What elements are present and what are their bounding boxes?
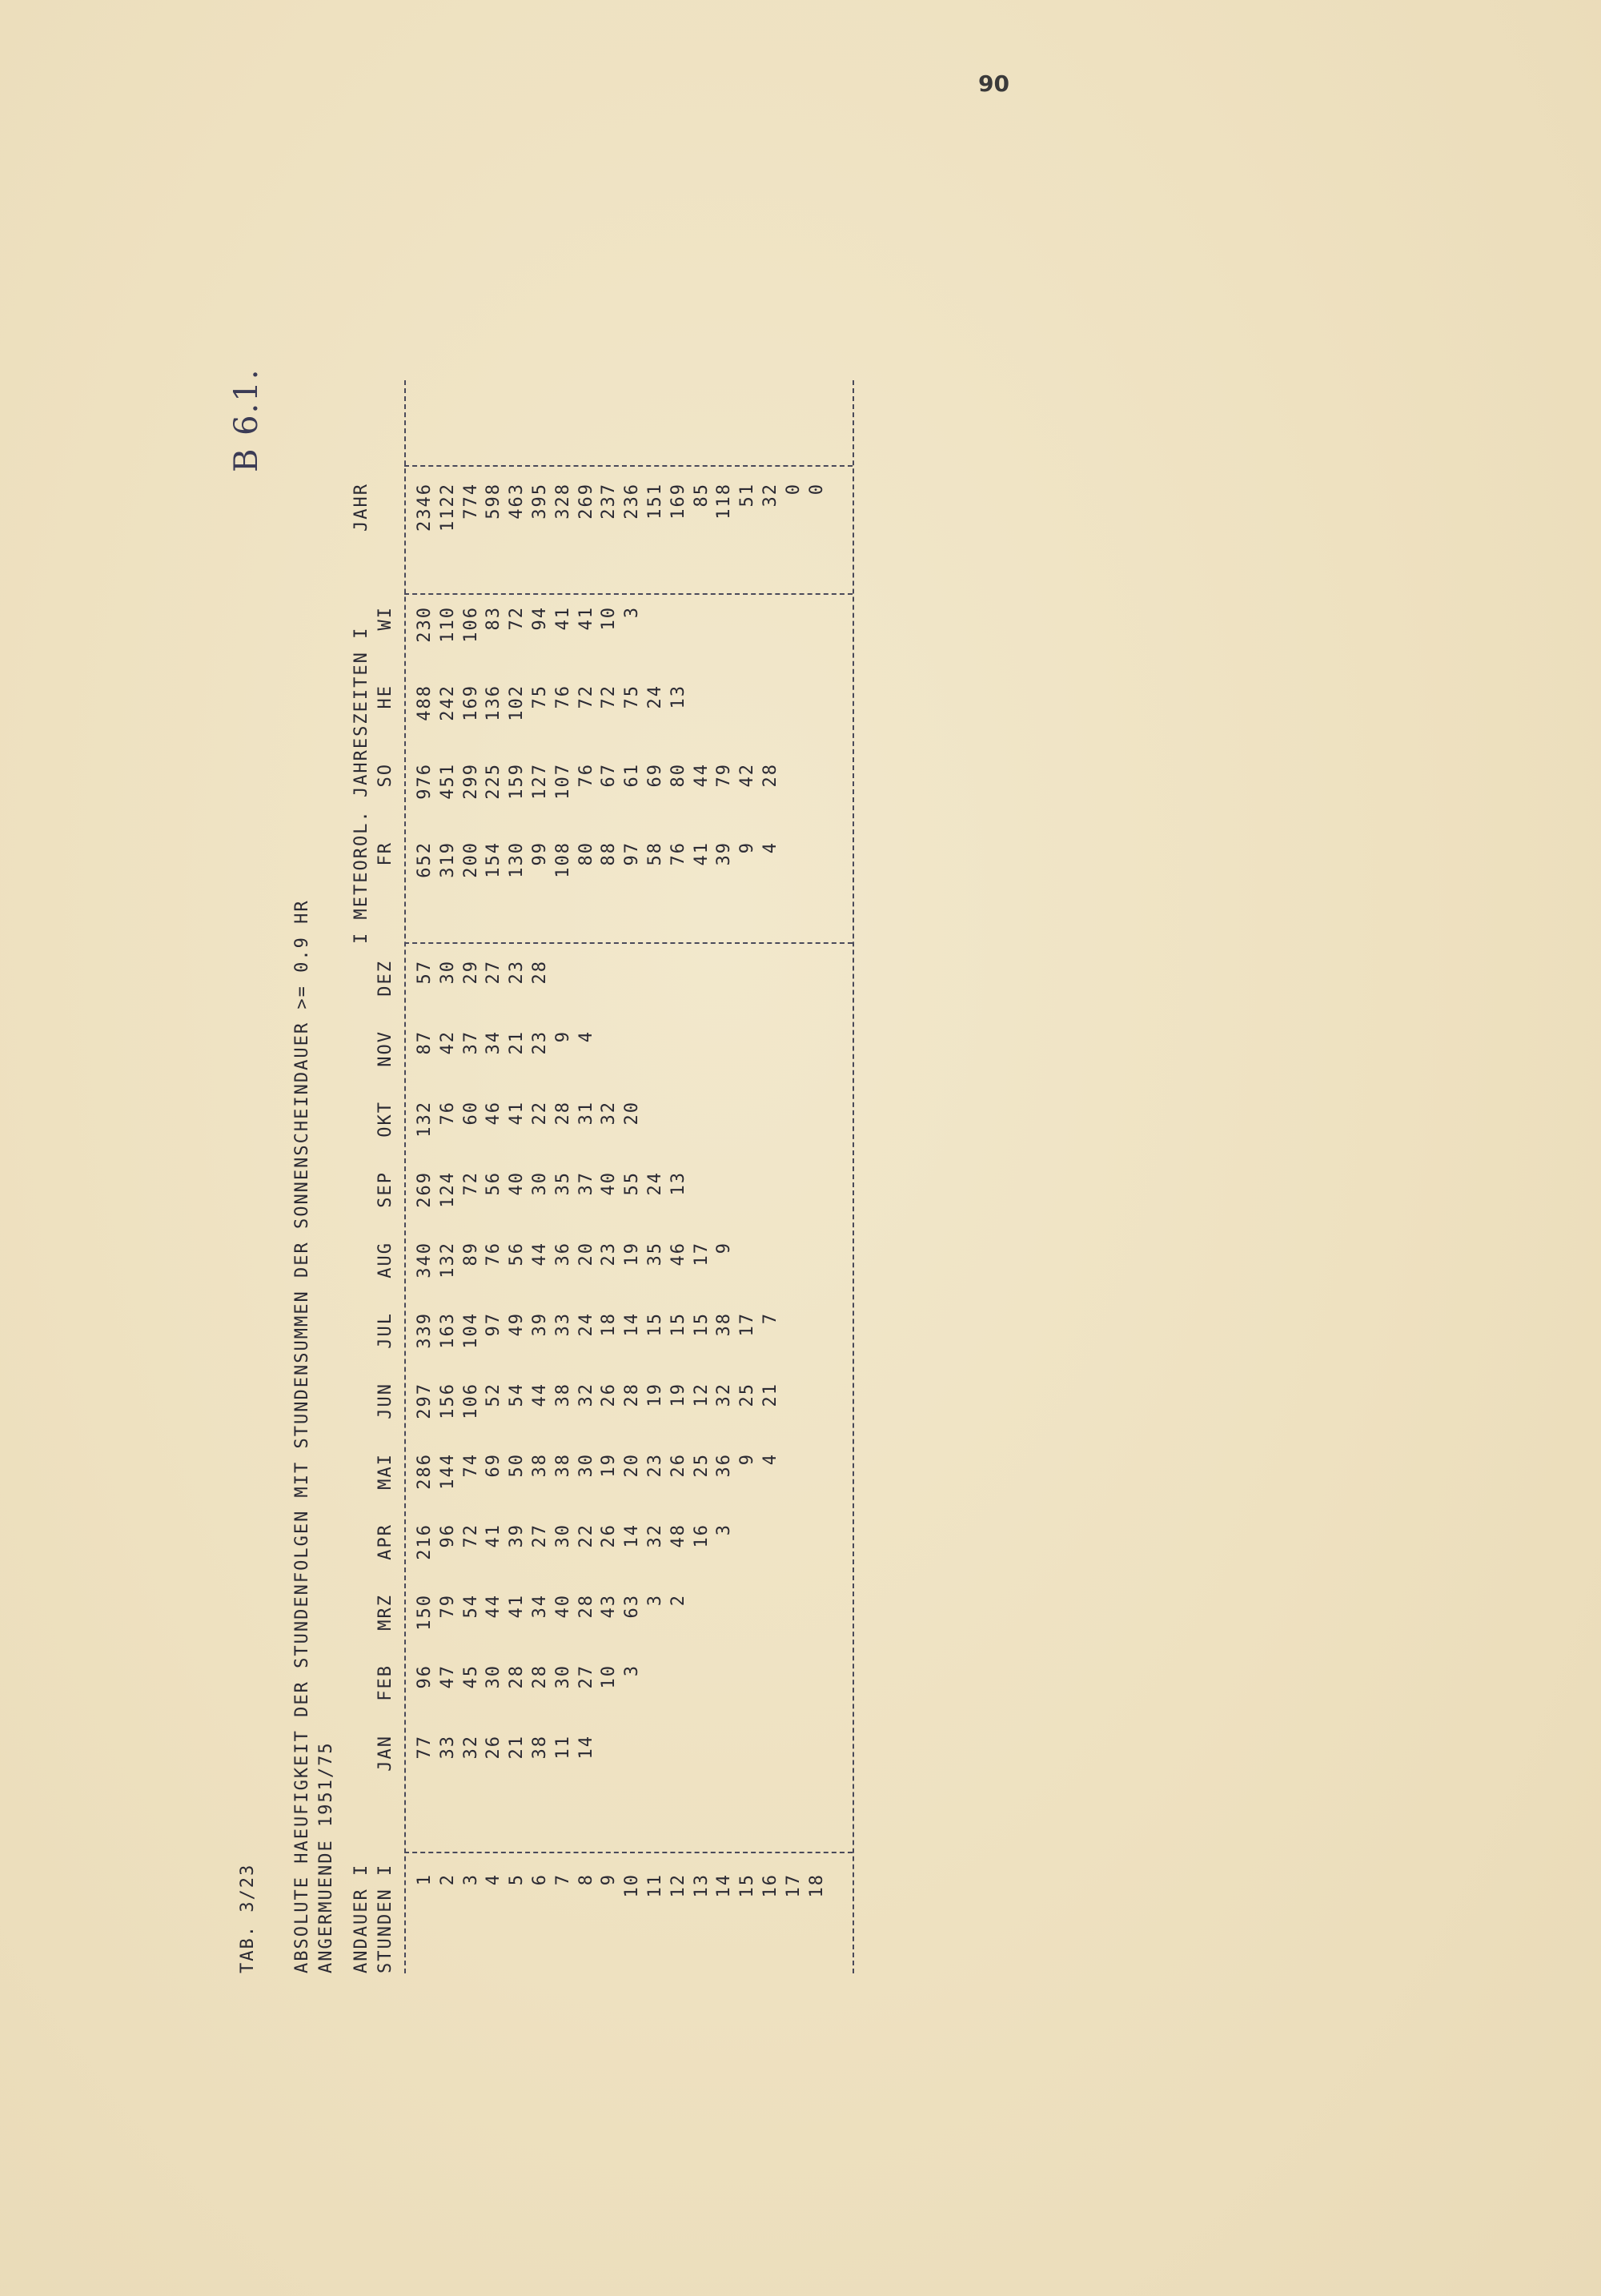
month-value: 54 [460,1594,481,1619]
month-value: 63 [622,1594,643,1619]
month-value: 10 [599,1664,620,1689]
month-value: 40 [552,1594,573,1619]
season-value: 76 [576,763,596,788]
month-value: 30 [552,1523,573,1548]
year-value: 118 [714,483,735,520]
month-value: 28 [622,1383,643,1407]
table-row [760,380,782,1973]
month-value: 104 [460,1312,481,1349]
month-value: 37 [460,1030,481,1055]
season-value: 76 [668,841,688,866]
month-value: 56 [507,1242,528,1266]
month-value: 24 [645,1171,665,1196]
month-header: AUG [375,1242,395,1278]
season-value: 76 [552,684,573,709]
month-value: 144 [437,1453,458,1490]
season-value: 97 [622,841,643,866]
month-value: 41 [507,1101,528,1126]
month-header: JUL [375,1312,395,1349]
month-value: 33 [552,1312,573,1337]
month-value: 14 [576,1735,596,1760]
month-value: 40 [599,1171,620,1196]
duration-hours: 11 [645,1873,665,1898]
duration-hours: 13 [691,1873,712,1898]
month-value: 34 [484,1030,504,1055]
table-row [576,380,598,1973]
month-value: 72 [460,1523,481,1548]
season-value: 75 [530,684,550,709]
month-value: 26 [599,1383,620,1407]
table-row [552,380,575,1973]
table-row [460,380,483,1973]
season-value: 41 [576,606,596,631]
season-value: 230 [415,606,435,643]
month-value: 44 [530,1242,550,1266]
month-header: MRZ [375,1594,395,1631]
month-value: 106 [460,1383,481,1419]
month-value: 20 [622,1101,643,1126]
month-value: 19 [599,1453,620,1478]
column-header [350,380,399,1973]
month-value: 33 [437,1735,458,1760]
month-value: 124 [437,1171,458,1208]
season-value: 488 [415,684,435,721]
year-value: 151 [645,483,665,520]
month-value: 21 [760,1383,780,1407]
month-value: 30 [552,1664,573,1689]
month-value: 55 [622,1171,643,1196]
month-value: 44 [530,1383,550,1407]
month-value: 39 [530,1312,550,1337]
month-value: 12 [691,1383,712,1407]
month-value: 38 [530,1453,550,1478]
month-value: 3 [645,1594,665,1607]
month-value: 40 [507,1171,528,1196]
month-value: 32 [576,1383,596,1407]
month-value: 74 [460,1453,481,1478]
month-value: 52 [484,1383,504,1407]
month-value: 79 [437,1594,458,1619]
season-value: 41 [552,606,573,631]
month-value: 36 [714,1453,735,1478]
month-value: 38 [552,1453,573,1478]
season-value: 67 [599,763,620,788]
month-value: 76 [484,1242,504,1266]
month-value: 30 [484,1664,504,1689]
season-value: 154 [484,841,504,878]
month-header: OKT [375,1101,395,1138]
month-header: FEB [375,1664,395,1701]
month-value: 39 [507,1523,528,1548]
table-title: ABSOLUTE HAEUFIGKEIT DER STUNDENFOLGEN MIT STUNDENSUMMEN DER SONNENSCHEINDAUER >= 0.9 HR [292,899,312,1973]
month-value: 23 [530,1030,550,1055]
season-value: 94 [530,606,550,631]
month-value: 18 [599,1312,620,1337]
duration-hours: 12 [668,1873,688,1898]
month-value: 28 [530,960,550,985]
month-value: 27 [530,1523,550,1548]
table-row [644,380,667,1973]
section-code: B 6.1. [228,367,265,472]
year-value: 0 [806,483,827,496]
table-row [713,380,736,1973]
month-value: 21 [507,1030,528,1055]
year-value: 774 [460,483,481,520]
year-value: 236 [622,483,643,520]
duration-hours: 3 [460,1873,481,1886]
month-value: 14 [622,1523,643,1548]
season-value: 136 [484,684,504,721]
season-value: 200 [460,841,481,878]
year-value: 598 [484,483,504,520]
season-value: 451 [437,763,458,800]
month-value: 150 [415,1594,435,1631]
season-value: 72 [576,684,596,709]
month-value: 31 [576,1101,596,1126]
month-value: 30 [576,1453,596,1478]
month-value: 19 [622,1242,643,1266]
season-value: 110 [437,606,458,643]
month-value: 46 [668,1242,688,1266]
month-header: JUN [375,1383,395,1419]
season-value: 299 [460,763,481,800]
season-value: 13 [668,684,688,709]
month-value: 38 [552,1383,573,1407]
month-value: 45 [460,1664,481,1689]
year-value: 85 [691,483,712,508]
rotated-table-printout [228,380,853,1973]
stub-header [350,1837,398,1973]
month-value: 48 [668,1523,688,1548]
month-value: 76 [437,1101,458,1126]
month-value: 269 [415,1171,435,1208]
month-value: 132 [437,1242,458,1278]
month-value: 19 [645,1383,665,1407]
year-value: 169 [668,483,688,520]
month-value: 27 [484,960,504,985]
month-value: 23 [599,1242,620,1266]
season-value: 80 [576,841,596,866]
month-value: 30 [437,960,458,985]
season-value: 127 [530,763,550,800]
season-header: SO [375,763,395,788]
year-value: 0 [783,483,804,496]
month-value: 46 [484,1101,504,1126]
month-value: 30 [530,1171,550,1196]
month-value: 41 [507,1594,528,1619]
month-value: 32 [714,1383,735,1407]
month-value: 49 [507,1312,528,1337]
year-value: 237 [599,483,620,520]
month-header: NOV [375,1030,395,1067]
table-id: TAB. 3/23 [238,1863,258,1973]
duration-hours: 14 [714,1873,735,1898]
duration-hours: 5 [507,1873,528,1886]
month-value: 286 [415,1453,435,1490]
month-header: DEZ [375,960,395,997]
season-header: WI [375,606,395,631]
month-value: 29 [460,960,481,985]
season-value: 3 [622,606,643,619]
year-value: 269 [576,483,596,520]
month-value: 32 [460,1735,481,1760]
seasons-title: I METEOROL. JAHRESZEITEN I [351,626,371,944]
month-value: 16 [691,1523,712,1548]
month-value: 50 [507,1453,528,1478]
month-value: 69 [484,1453,504,1478]
month-value: 41 [484,1523,504,1548]
season-value: 652 [415,841,435,878]
season-value: 88 [599,841,620,866]
month-value: 38 [530,1735,550,1760]
month-value: 28 [530,1664,550,1689]
season-value: 242 [437,684,458,721]
month-value: 340 [415,1242,435,1278]
season-value: 169 [460,684,481,721]
month-header: APR [375,1523,395,1560]
month-value: 17 [737,1312,758,1337]
table-row [437,380,459,1973]
season-value: 80 [668,763,688,788]
season-value: 39 [714,841,735,866]
month-value: 28 [507,1664,528,1689]
year-value: 2346 [415,483,435,532]
season-value: 72 [507,606,528,631]
month-value: 26 [668,1453,688,1478]
season-value: 4 [760,841,780,854]
month-value: 7 [760,1312,780,1325]
season-value: 42 [737,763,758,788]
month-value: 32 [645,1523,665,1548]
duration-hours: 8 [576,1873,596,1886]
month-value: 13 [668,1171,688,1196]
table-row [506,380,528,1973]
season-value: 130 [507,841,528,878]
month-header: MAI [375,1453,395,1490]
month-value: 54 [507,1383,528,1407]
month-value: 72 [460,1171,481,1196]
month-value: 42 [437,1030,458,1055]
month-value: 25 [691,1453,712,1478]
year-value: 32 [760,483,780,508]
month-value: 22 [530,1101,550,1126]
table-row [598,380,620,1973]
month-value: 3 [714,1523,735,1536]
header-rule [404,380,406,1973]
duration-hours: 18 [806,1873,827,1898]
month-value: 27 [576,1664,596,1689]
page-number: 90 [978,70,1009,97]
duration-hours: 6 [530,1873,550,1886]
duration-hours: 10 [622,1873,643,1898]
month-value: 38 [714,1312,735,1337]
duration-hours: 2 [437,1873,458,1886]
month-value: 9 [714,1242,735,1254]
month-value: 35 [552,1171,573,1196]
season-header: HE [375,684,395,709]
station-and-period: ANGERMUENDE 1951/75 [316,1741,336,1973]
season-value: 41 [691,841,712,866]
season-value: 79 [714,763,735,788]
month-value: 44 [484,1594,504,1619]
duration-hours: 9 [599,1873,620,1886]
season-value: 44 [691,763,712,788]
season-value: 83 [484,606,504,631]
month-header: SEP [375,1171,395,1208]
month-value: 47 [437,1664,458,1689]
month-value: 17 [691,1242,712,1266]
month-value: 56 [484,1171,504,1196]
duration-hours: 4 [484,1873,504,1886]
month-header: JAN [375,1735,395,1772]
month-value: 339 [415,1312,435,1349]
season-header: FR [375,841,395,866]
month-value: 26 [484,1735,504,1760]
table-row [621,380,644,1973]
month-value: 9 [552,1030,573,1043]
month-value: 163 [437,1312,458,1349]
month-value: 35 [645,1242,665,1266]
table-row [529,380,552,1973]
month-value: 21 [507,1735,528,1760]
year-value: 463 [507,483,528,520]
stub-header-top: ANDAUER I [351,1863,371,1973]
season-value: 69 [645,763,665,788]
month-value: 60 [460,1101,481,1126]
month-value: 57 [415,960,435,985]
month-value: 34 [530,1594,550,1619]
season-value: 24 [645,684,665,709]
month-value: 26 [599,1523,620,1548]
month-value: 156 [437,1383,458,1419]
stub-header-bottom: STUNDEN I [375,1863,395,1973]
table-row [668,380,690,1973]
season-value: 976 [415,763,435,800]
month-value: 15 [691,1312,712,1337]
month-value: 87 [415,1030,435,1055]
month-value: 216 [415,1523,435,1560]
month-value: 22 [576,1523,596,1548]
month-value: 43 [599,1594,620,1619]
season-value: 75 [622,684,643,709]
month-value: 15 [668,1312,688,1337]
month-value: 132 [415,1101,435,1138]
month-value: 96 [437,1523,458,1548]
table-row [806,380,829,1973]
month-value: 20 [622,1453,643,1478]
month-value: 77 [415,1735,435,1760]
month-value: 24 [576,1312,596,1337]
footer-rule [853,380,854,1973]
year-header: JAHR [351,483,371,532]
season-value: 106 [460,606,481,643]
season-value: 61 [622,763,643,788]
table-row [783,380,805,1973]
month-value: 15 [645,1312,665,1337]
month-value: 297 [415,1383,435,1419]
month-value: 14 [622,1312,643,1337]
month-value: 36 [552,1242,573,1266]
season-value: 319 [437,841,458,878]
year-value: 328 [552,483,573,520]
year-value: 51 [737,483,758,508]
month-value: 23 [645,1453,665,1478]
year-value: 395 [530,483,550,520]
season-value: 159 [507,763,528,800]
month-value: 23 [507,960,528,985]
duration-hours: 17 [783,1873,804,1898]
column-divider [404,593,853,595]
duration-hours: 7 [552,1873,573,1886]
season-value: 9 [737,841,758,854]
column-divider [404,942,853,944]
season-value: 225 [484,763,504,800]
month-value: 9 [737,1453,758,1466]
season-value: 108 [552,841,573,878]
season-value: 102 [507,684,528,721]
month-value: 3 [622,1664,643,1677]
month-value: 89 [460,1242,481,1266]
duration-hours: 15 [737,1873,758,1898]
table-row [414,380,436,1973]
column-divider [404,465,853,467]
table-row [736,380,759,1973]
table-row [691,380,713,1973]
duration-hours: 1 [415,1873,435,1886]
month-value: 4 [576,1030,596,1043]
month-value: 25 [737,1383,758,1407]
month-value: 28 [552,1101,573,1126]
month-value: 2 [668,1594,688,1607]
month-value: 28 [576,1594,596,1619]
month-value: 19 [668,1383,688,1407]
month-value: 11 [552,1735,573,1760]
season-value: 28 [760,763,780,788]
season-value: 107 [552,763,573,800]
column-divider [404,1852,853,1853]
season-value: 99 [530,841,550,866]
season-value: 58 [645,841,665,866]
table-row [483,380,505,1973]
month-value: 96 [415,1664,435,1689]
month-value: 97 [484,1312,504,1337]
month-value: 20 [576,1242,596,1266]
month-value: 4 [760,1453,780,1466]
season-value: 10 [599,606,620,631]
season-value: 72 [599,684,620,709]
duration-hours: 16 [760,1873,780,1898]
month-value: 32 [599,1101,620,1126]
month-value: 37 [576,1171,596,1196]
year-value: 1122 [437,483,458,532]
